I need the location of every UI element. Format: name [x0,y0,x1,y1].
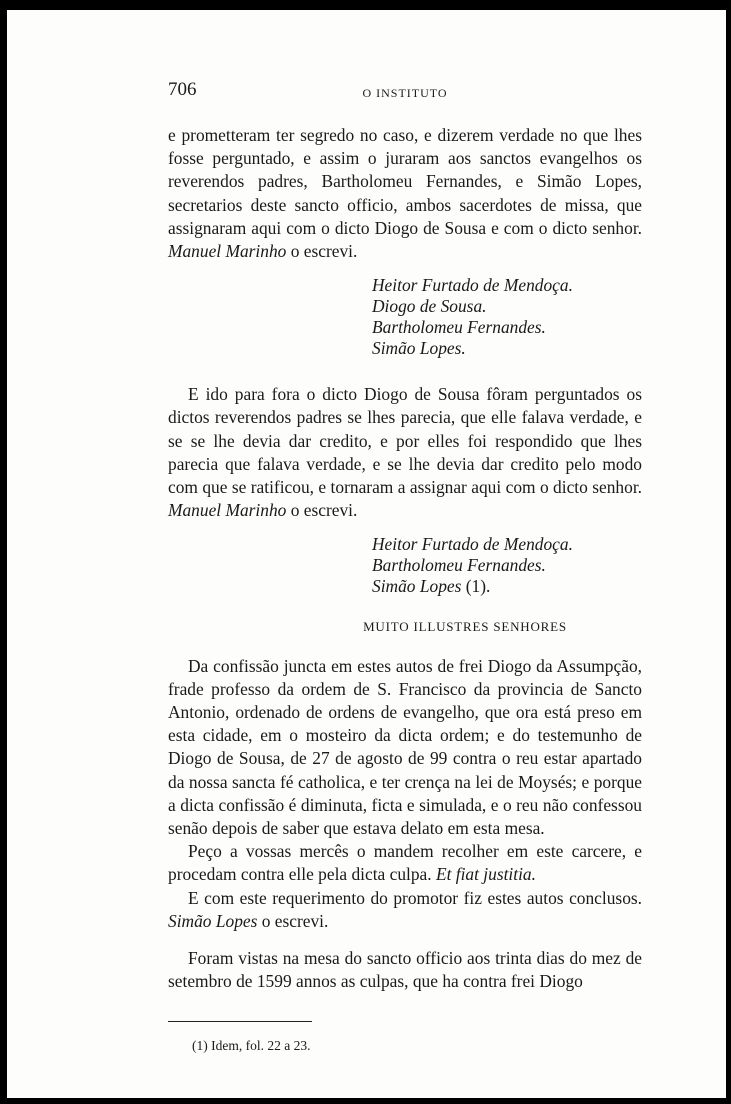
paragraph-5 [168,887,642,933]
signature-line [372,576,642,597]
signature-line: Simão Lopes. [372,338,466,359]
signature-line: Heitor Furtado de Mendoça. [372,275,573,296]
paragraph-5-name: Simão Lopes [168,910,258,931]
signature-last-name: Simão Lopes [372,576,462,597]
paragraph-gap [168,933,642,947]
signature-block-1 [372,275,642,359]
page-header [168,80,642,106]
paragraph-1-signoff-tail: o escrevi. [286,241,358,262]
signature-line: Bartholomeu Fernandes. [372,317,546,338]
footnote: (1) Idem, fol. 22 a 23. [192,1038,311,1054]
signature-line: Bartholomeu Fernandes. [372,555,546,576]
paragraph-1-signoff-name: Manuel Marinho [168,241,287,262]
paragraph-2-signoff-name: Manuel Marinho [168,500,287,521]
signature-line: Diogo de Sousa. [372,296,487,317]
section-heading: MUITO ILLUSTRES SENHORES [363,619,567,635]
paragraph-1-text: e prometteram ter segredo no caso, e dizerem verdade no que lhes fosse perguntado, e assim o juraram aos sanctos evangelhos os reverendos padres, Bartholomeu Fernandes, e Simão Lopes, secretarios deste sancto officio, ambos sacerdotes de missa, que assignaram aqui com o dicto Diogo de Sousa e com o dicto senhor. [168,125,642,238]
paragraph-2 [168,383,642,522]
signature-line: Heitor Furtado de Mendoça. [372,534,573,555]
document-page [168,80,642,1058]
paragraph-5-tail: o escrevi. [257,910,329,931]
page-number: 706 [168,79,197,100]
paragraph-4-latin: Et fiat justitia. [435,864,536,885]
paragraph-1 [168,124,642,263]
footnote-reference: (1). [461,576,491,597]
paragraph-4 [168,840,642,886]
paragraph-3: Da confissão juncta em estes autos de frei Diogo da Assumpção, frade professo da ordem de S. Francisco da provincia de Sancto Antonio, ordenado de ordens de evangelho, que ora está preso em esta cidade, em o mosteiro da dicta ordem; e do testemunho de Diogo de Sousa, de 27 de agosto de 99 contra o reu estar apartado da nossa sancta fé catholica, e ter crença na lei de Moysés; e porque a dicta confissão é diminuta, ficta e simulada, e o reu não confessou senão depois de saber que estava delato em esta mesa. [168,655,642,839]
running-title: O INSTITUTO [362,86,448,100]
footnote-rule [168,1021,312,1022]
paragraph-6: Foram vistas na mesa do sancto officio aos trinta dias do mez de setembro de 1599 annos as culpas, que ha contra frei Diogo [168,948,642,992]
paragraph-2-signoff-tail: o escrevi. [286,500,358,521]
paragraph-5-text: E com este requerimento do promotor fiz estes autos conclusos. [188,887,642,908]
signature-block-2 [372,534,642,597]
paragraph-4-text: Peço a vossas mercês o mandem recolher em este carcere, e procedam contra elle pela dicta culpa. [168,841,642,885]
paragraph-2-text: E ido para fora o dicto Diogo de Sousa fôram perguntados os dictos reverendos padres se lhes parecia, que elle falava verdade, e se se lhe devia dar credito, e por elles foi respondido que lhes parecia que falava verdade, e se lhe devia dar credito pelo modo com que se ratificou, e tornaram a assignar aqui com o dicto senhor. [168,384,642,498]
